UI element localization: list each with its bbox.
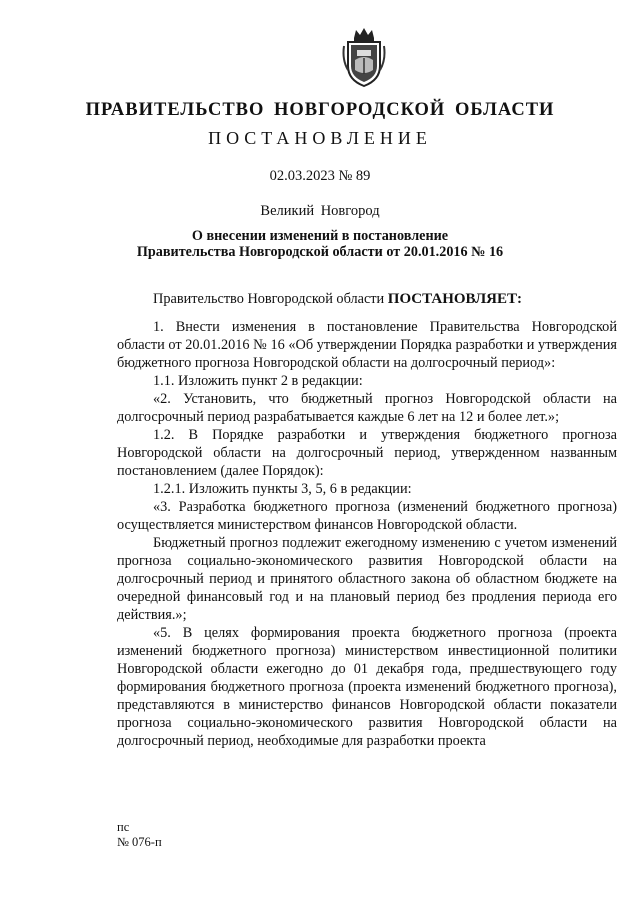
document-subject	[0, 228, 640, 260]
paragraph-1-2-1: 1.2.1. Изложить пункты 3, 5, 6 в редакции:	[153, 481, 412, 497]
subject-line-2: Правительства Новгородской области от 20.01.2016 № 16	[136, 244, 504, 260]
paragraph-point-3: «3. Разработка бюджетного прогноза (изменений бюджетного прогноза) осуществляется министерством финансов Новгородской области.	[117, 499, 617, 533]
document-footer	[117, 820, 162, 850]
date-number: 02.03.2023 № 89	[269, 168, 371, 184]
intro-paragraph	[117, 290, 617, 308]
document-body	[117, 290, 617, 750]
subject-line-1: О внесении изменений в постановление	[191, 228, 449, 244]
paragraph-point-2: «2. Установить, что бюджетный прогноз Новгородской области на долгосрочный период разрабатывается каждые 6 лет на 12 и более лет.»;	[117, 391, 617, 425]
government-name: ПРАВИТЕЛЬСТВО НОВГОРОДСКОЙ ОБЛАСТИ	[85, 100, 555, 120]
city-name: Великий Новгород	[260, 203, 380, 219]
paragraph-1-2: 1.2. В Порядке разработки и утверждения бюджетного прогноза Новгородской области на долгосрочный период, утвержденном названным постановлением (далее Порядок):	[117, 427, 617, 479]
paragraph-forecast-change: Бюджетный прогноз подлежит ежегодному изменению с учетом изменений прогноза социально-экономического развития Новгородской области на долгосрочный период и принятого областного закона об областном бюджете на очередной финансовый год и на плановый период без продления периода его действия.»;	[117, 535, 617, 623]
coat-of-arms-emblem	[340, 26, 388, 88]
intro-text: Правительство Новгородской области	[153, 291, 388, 307]
footer-code: пс	[117, 820, 130, 834]
paragraph-1: 1. Внести изменения в постановление Правительства Новгородской области от 20.01.2016 № 16 «Об утверждении Порядка разработки и утверждения бюджетного прогноза Новгородской области на долгосрочный период»:	[117, 319, 617, 371]
paragraph-1-1: 1.1. Изложить пункт 2 в редакции:	[153, 373, 363, 389]
footer-number: № 076-п	[117, 835, 162, 849]
paragraph-point-5: «5. В целях формирования проекта бюджетного прогноза (проекта изменений бюджетного прогноза) министерством инвестиционной политики Новгородской области ежегодно до 01 декабря года, предшествующего году формирования бюджетного прогноза (проекта изменений бюджетного прогноза), представляются в министерство финансов Новгородской области показатели прогноза социально-экономического развития Новгородской области на долгосрочный период, необходимые для разработки проекта	[117, 625, 617, 749]
document-type: ПОСТАНОВЛЕНИЕ	[208, 128, 432, 148]
intro-decree-word: ПОСТАНОВЛЯЕТ:	[387, 291, 523, 307]
